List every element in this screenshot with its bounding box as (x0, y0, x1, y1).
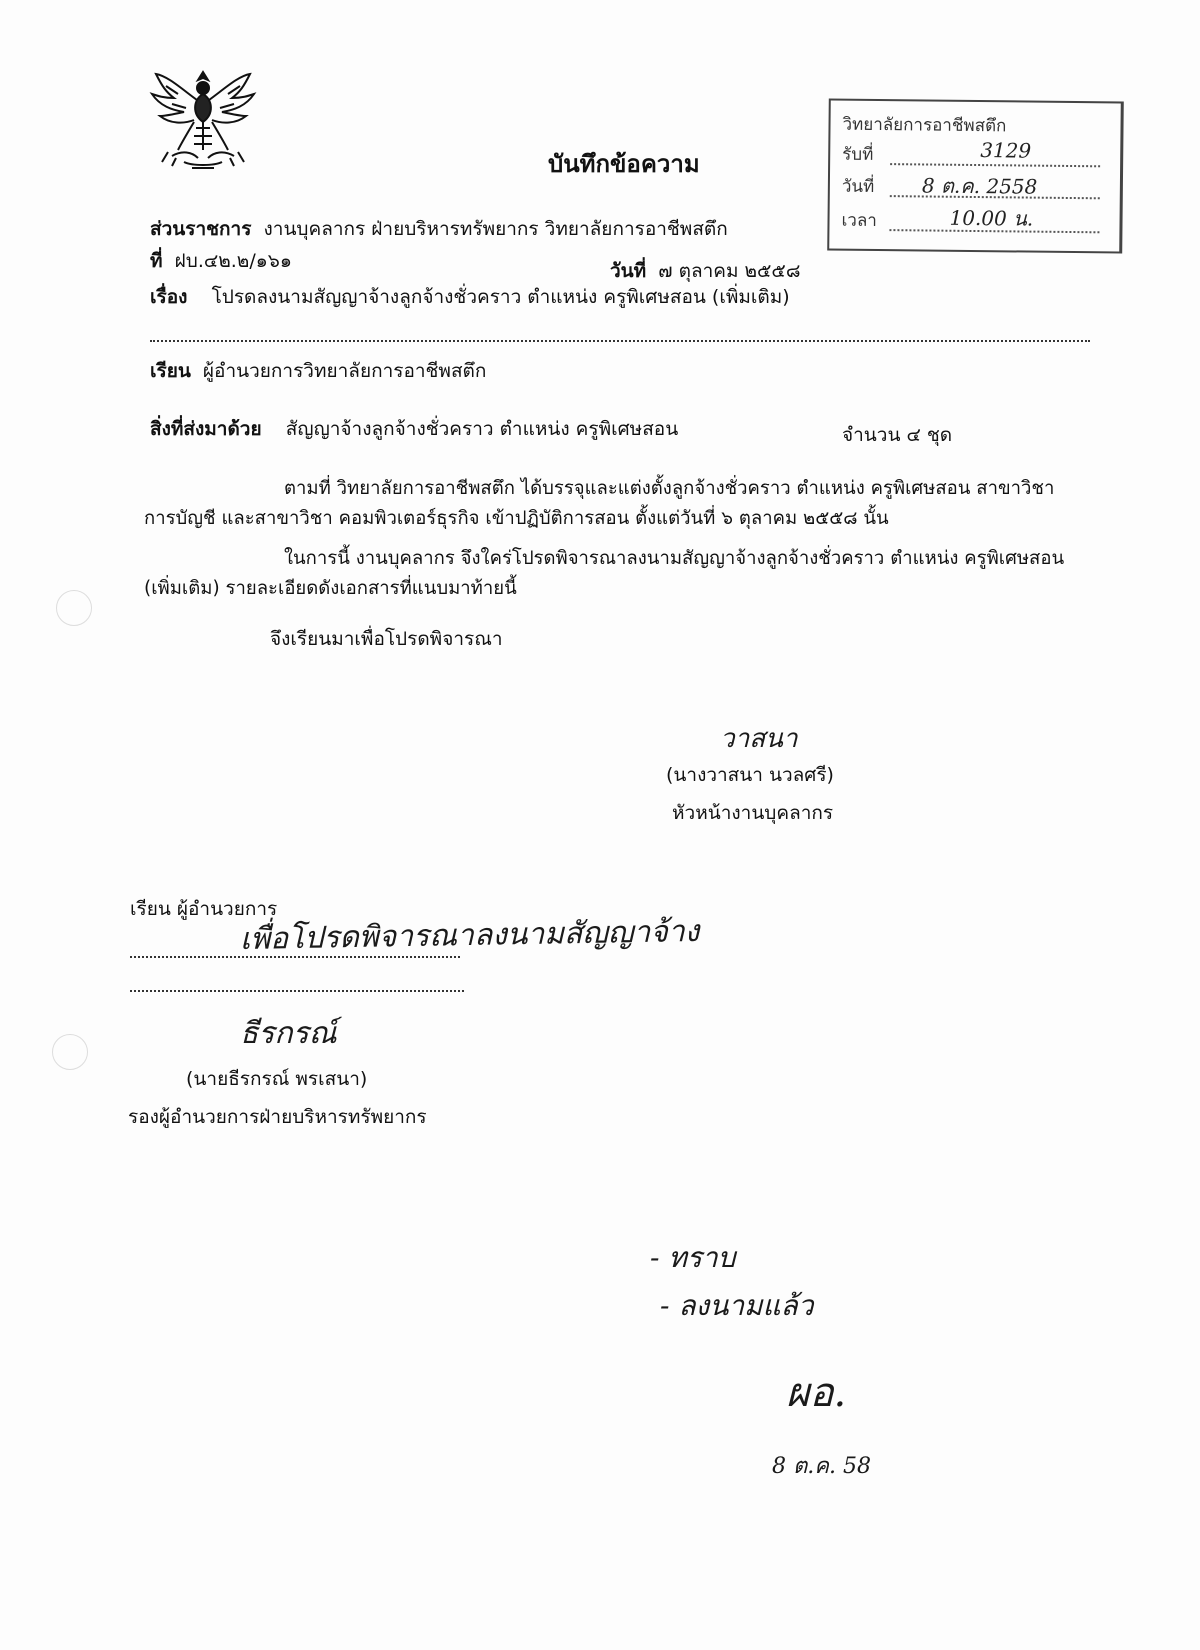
reference-label: ที่ (150, 250, 163, 272)
punch-hole-mark (56, 590, 92, 626)
received-stamp (827, 98, 1124, 253)
enclosure-value: สัญญาจ้างลูกจ้างชั่วคราว ตำแหน่ง ครูพิเศษสอน (285, 418, 679, 440)
body-paragraph-1-line-1: ตามที่ วิทยาลัยการอาชีพสตึก ได้บรรจุและแต่งตั้งลูกจ้างชั่วคราว ตำแหน่ง ครูพิเศษสอน สาขาวิชา (284, 478, 1055, 499)
date-value: ๗ ตุลาคม ๒๕๕๘ (658, 260, 801, 282)
body-paragraph-1-line-2: การบัญชี และสาขาวิชา คอมพิวเตอร์ธุรกิจ เข้าปฏิบัติการสอน ตั้งแต่วันที่ ๖ ตุลาคม ๒๕๕๘ นั้น (144, 508, 889, 529)
signature-2: ธีรกรณ์ (240, 1016, 337, 1051)
endorsement-handwritten-note: เพื่อโปรดพิจารณาลงนามสัญญาจ้าง (239, 913, 700, 958)
signer-2-name: (นายธีรกรณ์ พรเสนา) (186, 1068, 368, 1090)
reference-value: ฝบ.๔๒.๒/๑๖๑ (174, 250, 292, 272)
signer-1-name: (นางวาสนา นวลศรี) (666, 764, 834, 786)
punch-hole-mark (52, 1034, 88, 1070)
signature-1: วาสนา (720, 724, 798, 754)
subject-label: เรื่อง (150, 286, 188, 308)
endorsement-dotline-1 (130, 956, 460, 958)
endorsement-dotline-2 (130, 990, 464, 992)
garuda-emblem-icon (148, 66, 258, 174)
subject-value: โปรดลงนามสัญญาจ้างลูกจ้างชั่วคราว ตำแหน่ง ครูพิเศษสอน (เพิ่มเติม) (211, 286, 790, 308)
department-row (150, 214, 728, 244)
stamp-received-value: 3129 (980, 138, 1032, 163)
department-value: งานบุคลากร ฝ่ายบริหารทรัพยากร วิทยาลัยการอาชีพสตึก (263, 218, 728, 240)
stamp-time-label: เวลา (841, 210, 877, 231)
closing-line: จึงเรียนมาเพื่อโปรดพิจารณา (270, 628, 503, 650)
stamp-org: วิทยาลัยการอาชีพสตึก (842, 114, 1007, 137)
date-label: วันที่ (610, 260, 647, 282)
stamp-received-label: รับที่ (842, 144, 874, 165)
enclosure-quantity: จำนวน ๔ ชุด (842, 424, 953, 446)
stamp-time-value: 10.00 น. (949, 205, 1034, 231)
body-paragraph-2-line-2: (เพิ่มเติม) รายละเอียดดังเอกสารที่แนบมาท้ายนี้ (144, 578, 517, 599)
salutation-row (150, 356, 486, 386)
body-paragraph-2-line-1: ในการนี้ งานบุคลากร จึงใคร่โปรดพิจารณาลงนามสัญญาจ้างลูกจ้างชั่วคราว ตำแหน่ง ครูพิเศษสอน (284, 548, 1065, 569)
enclosure-row (150, 414, 678, 444)
signer-2-position: รองผู้อำนวยการฝ่ายบริหารทรัพยากร (128, 1106, 427, 1128)
reference-row (150, 246, 292, 276)
director-note-date: 8 ต.ค. 58 (772, 1454, 871, 1479)
director-note-acknowledged: - ทราบ (650, 1241, 736, 1274)
director-note-signed: - ลงนามแล้ว (660, 1289, 814, 1322)
signer-1-position: หัวหน้างานบุคลากร (672, 802, 834, 824)
salutation-value: ผู้อำนวยการวิทยาลัยการอาชีพสตึก (202, 360, 487, 382)
salutation-label: เรียน (150, 360, 191, 382)
subject-row (150, 282, 790, 312)
stamp-date-label: วันที่ (841, 176, 875, 197)
stamp-date-value: 8 ต.ค. 2558 (921, 173, 1038, 199)
endorsement-salutation: เรียน ผู้อำนวยการ (130, 898, 278, 920)
memo-title: บันทึกข้อความ (548, 150, 700, 178)
signature-3: ผอ. (786, 1370, 847, 1416)
header-divider (150, 340, 1090, 342)
enclosure-label: สิ่งที่ส่งมาด้วย (150, 418, 262, 440)
department-label: ส่วนราชการ (150, 218, 252, 240)
